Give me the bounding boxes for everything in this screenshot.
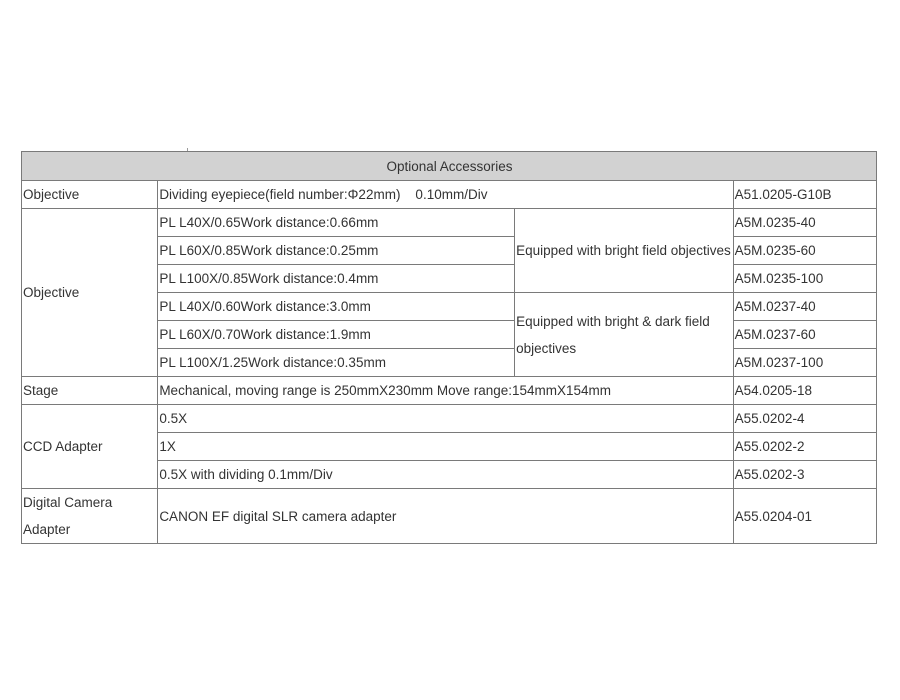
part-code-cell: A55.0202-3 [733,461,876,489]
description-cell: PL L60X/0.85Work distance:0.25mm [158,237,515,265]
note-cell: Equipped with bright & dark field objectives [515,293,734,377]
table-row [22,209,877,237]
category-cell: Objective [22,209,158,377]
description-cell: PL L40X/0.65Work distance:0.66mm [158,209,515,237]
table-row [22,489,877,544]
description-cell: Dividing eyepiece(field number:Φ22mm) 0.10mm/Div [158,181,733,209]
optional-accessories-table [21,151,877,544]
description-cell: PL L100X/0.85Work distance:0.4mm [158,265,515,293]
part-code-cell: A5M.0235-100 [733,265,876,293]
table-row [22,181,877,209]
table-header: Optional Accessories [22,152,877,181]
description-cell: 0.5X [158,405,733,433]
part-code-cell: A5M.0235-40 [733,209,876,237]
table-row [22,405,877,433]
part-code-cell: A5M.0237-40 [733,293,876,321]
description-cell: PL L40X/0.60Work distance:3.0mm [158,293,515,321]
category-cell: Stage [22,377,158,405]
part-code-cell: A55.0202-4 [733,405,876,433]
description-cell: PL L60X/0.70Work distance:1.9mm [158,321,515,349]
part-code-cell: A51.0205-G10B [733,181,876,209]
part-code-cell: A5M.0237-100 [733,349,876,377]
description-cell: 0.5X with dividing 0.1mm/Div [158,461,733,489]
part-code-cell: A55.0202-2 [733,433,876,461]
description-cell: CANON EF digital SLR camera adapter [158,489,733,544]
description-cell: Mechanical, moving range is 250mmX230mm Move range:154mmX154mm [158,377,733,405]
table-row [22,377,877,405]
description-cell: 1X [158,433,733,461]
note-cell: Equipped with bright field objectives [515,209,734,293]
table-header-row [22,152,877,181]
category-cell: Objective [22,181,158,209]
description-cell: PL L100X/1.25Work distance:0.35mm [158,349,515,377]
part-code-cell: A55.0204-01 [733,489,876,544]
part-code-cell: A5M.0235-60 [733,237,876,265]
category-cell: Digital Camera Adapter [22,489,158,544]
part-code-cell: A5M.0237-60 [733,321,876,349]
category-cell: CCD Adapter [22,405,158,489]
part-code-cell: A54.0205-18 [733,377,876,405]
